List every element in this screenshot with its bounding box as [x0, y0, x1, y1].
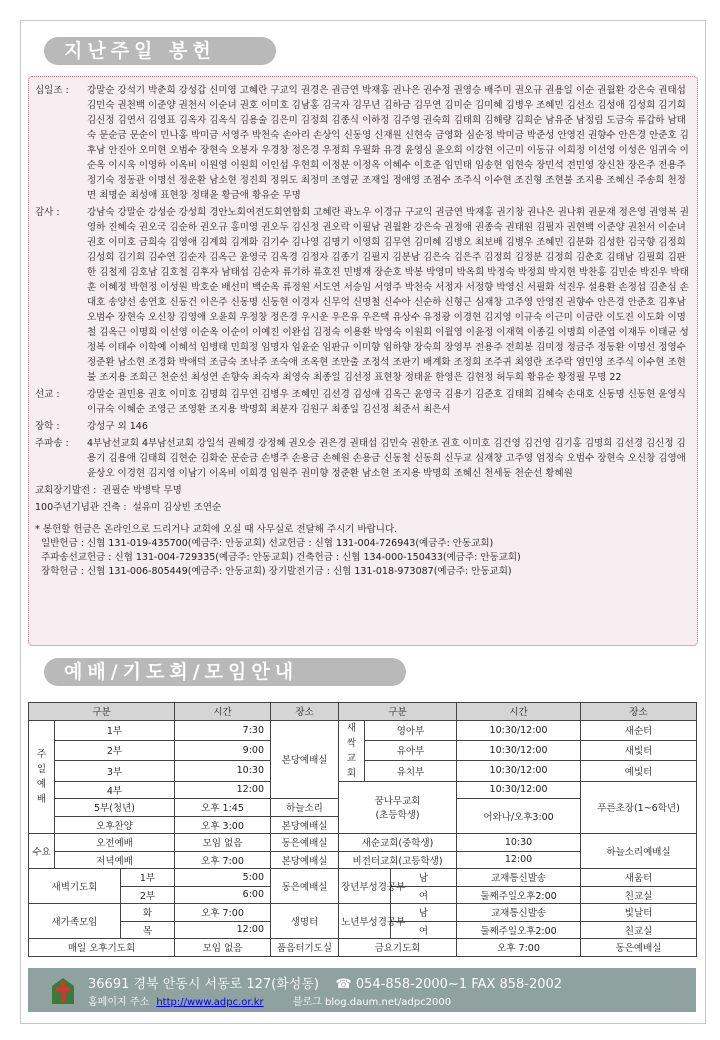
footer-contact-line — [88, 973, 562, 992]
offering-label: 100주년기념관 건축 : — [35, 502, 127, 513]
toddler-place: 새빛터 — [581, 740, 697, 760]
family-time-1: 오후 7:00 — [175, 904, 271, 922]
middle-name: 새순교회(중학생) — [339, 834, 457, 852]
dawn-time-1: 5:00 — [175, 869, 271, 887]
old-female: 여 — [391, 921, 457, 939]
schedule-section-title: 예배/기도회/모임안내 — [44, 658, 406, 686]
offering-entry — [35, 387, 691, 417]
kkum-time-1: 10:30/12:00 — [457, 781, 581, 799]
kkum-title: 꿈나무교회 — [374, 796, 421, 808]
offering-entry — [35, 483, 691, 498]
footer-web-line — [88, 993, 451, 1008]
blog-address: 블로그 blog.daum.net/adpc2000 — [292, 997, 452, 1008]
offering-entry — [35, 500, 691, 515]
wed-am-name: 오전예배 — [55, 834, 175, 852]
sunday-label — [29, 720, 55, 834]
young-male-place: 새움터 — [581, 869, 697, 887]
footer-address: 36691 경북 안동시 서동로 127(화성동) — [88, 977, 319, 992]
offering-label: 주파송 : — [35, 438, 69, 449]
high-time: 12:00 — [457, 851, 581, 869]
offering-label: 교회장기발전 : — [35, 485, 97, 496]
family-day-1: 화 — [121, 904, 175, 922]
dawn-part-2: 2부 — [121, 886, 175, 904]
offering-entry — [35, 436, 691, 481]
kinder-name: 유치부 — [365, 761, 457, 781]
infant-place: 새순터 — [581, 720, 697, 740]
header-category-left: 구분 — [29, 703, 175, 721]
service-4-name: 4부 — [55, 781, 175, 799]
kinder-time: 10:30/12:00 — [457, 761, 581, 781]
offering-note-line: 일반헌금 : 신협 131-019-435700(예금주: 안동교회) 선교헌금 : 신협 131-004-726943(예금주: 안동교회) — [35, 538, 494, 549]
wednesday-label: 수요 — [29, 834, 55, 869]
wed-pm-place: 본당예배실 — [271, 851, 339, 869]
saessak-label — [339, 720, 365, 781]
header-time-left: 시간 — [175, 703, 271, 721]
service-1-name: 1부 — [55, 720, 175, 740]
homepage-link[interactable]: http://www.adpc.or.kr — [156, 997, 264, 1008]
toddler-name: 유아부 — [365, 740, 457, 760]
praise-place: 본당예배실 — [271, 816, 339, 834]
family-place: 생명터 — [271, 904, 339, 939]
old-male-time: 교재통신발송 — [457, 904, 581, 922]
wed-am-time: 모임 없음 — [175, 834, 271, 852]
old-male-place: 빛날터 — [581, 904, 697, 922]
wed-am-place: 동은예배실 — [271, 834, 339, 852]
kkum-time-2: 어와나/오후3:00 — [457, 799, 581, 834]
offerings-box — [28, 76, 698, 646]
offering-names: 강남숙 강말순 강성순 강성희 경안노회여전도회연합회 고혜란 곽노우 이경규 구교익 권금연 박재홍 권기창 권나은 권나휘 권문재 정은영 권영복 권영하 진혜숙 권오국 김순하 권오규 홍미영 권오두 김신정 권오락 이필남 권월환 강은숙 권정애 권종숙 권태원 김필자 권현백 이준양 권천서 이순녀 권호 이미호 금희숙 김영애 김계희 김계화 김기수 김나영 김명기 이영희 김무연 김미혜 김병오 최보배 김병우 조혜민 김분화 김성한 김국향 김정희 김성희 김기희 김수연 김순자 김옥근 윤영국 김옥경 김정자 김종기 김필지 김분남 김은숙 김은주 김정희 김정분 김정희 김춘호 김태남 김필희 김판한 김철제 김호남 김호철 김후자 남태섭 김순자 류기하 류호진 민병재 장순호 박봉 박영미 박옥희 박정숙 박정희 박지현 박찬홍 김민순 박진우 박태훈 이혜정 박현정 이성원 박호순 배선미 백순옥 류정원 서도연 서승임 서영주 박천숙 서정자 서정향 박영신 서필화 석진우 설용환 손정섭 김춘심 손대호 송양선 송연호 신동건 이은주 신동명 신동현 이경자 신무억 신명철 신수아 신순하 신형근 심재창 고주영 안영진 권향수 안은경 안준호 김후남 오범수 장현숙 오신창 김영애 오윤희 우정창 정은경 우시운 우은유 우은택 유상수 유정광 이경현 김지영 이규숙 이근미 이금란 이도진 이도화 이명철 김옥근 이명희 이선영 이순옥 이순이 이예진 이완섭 김정숙 이용환 박영숙 이원희 이월영 이윤정 이재혁 이종길 이명희 이준엽 이재두 이태균 성정복 이태수 이학예 이혜석 임병태 민희정 임명자 임윤순 임판규 이미향 임하향 장숙희 장영부 전용주 전희봉 김미정 정금주 정동환 이명선 정영수 정준환 남소현 조경화 박애덕 조금숙 조낙주 조숙애 조옥현 조만출 조정석 조판기 배계화 조정희 조주귀 최영란 조주락 염민영 조주식 이수현 조현불 조지용 조희근 천순선 최성연 손향숙 최숙자 최영숙 최종일 김선정 표현창 정태윤 한영은 김현정 허두희 황유순 황정필 무명 22 — [87, 207, 689, 383]
service-4-time: 12:00 — [175, 781, 271, 799]
offering-note-line: * 봉헌할 헌금은 온라인으로 드리거나 교회에 오실 때 사무실로 전달해 주시기 바랍니다. — [35, 524, 398, 535]
kkum-name — [339, 781, 457, 834]
kinder-place: 예빛터 — [581, 761, 697, 781]
sunday-label-text: 주 일 예 배 — [36, 748, 47, 805]
infant-time: 10:30/12:00 — [457, 720, 581, 740]
offering-names: 설유미 김상빈 조연순 — [132, 502, 222, 513]
young-female: 여 — [391, 886, 457, 904]
young-female-time: 둘째주일오후2:00 — [457, 886, 581, 904]
dawn-time-2: 6:00 — [175, 886, 271, 904]
offering-entry — [35, 419, 691, 434]
young-male-time: 교재통신발송 — [457, 869, 581, 887]
dawn-place: 동은예배실 — [271, 869, 339, 904]
friday-prayer-name: 금요기도회 — [339, 939, 457, 957]
monthly-prayer-place: 품음터기도실 — [271, 939, 339, 957]
offering-names: 4부남선교회 4부남선교회 강일석 권혜경 강정혜 권오승 권은경 권태섭 김민숙 권한조 권호 이미호 김건영 김건영 김기홍 김명희 김선경 김신정 김용기 김용애 김태희 김현순 김화순 문순금 손병주 손용금 손혜원 손용금 신동철 신동희 신두교 심재창 고주영 엄정숙 오범수 장현숙 오신창 김영애 윤상오 이경현 김지영 이남기 이옥비 이희경 임원주 권미향 정준환 남소현 조지용 박명희 조혜신 천세동 천순선 황혜원 — [87, 438, 686, 479]
offerings-section-title: 지난주일 봉헌 — [44, 37, 276, 65]
offering-names: 강말순 권민용 권호 이미호 김명희 김무연 김병우 조혜민 김선경 김성애 김옥근 윤영국 김용기 김준호 김태희 김혜숙 손대호 신동명 신동현 윤영식 이규숙 이혜순 조영근 조영환 조지용 박명희 최분자 김원구 최종일 김선정 최준서 최은서 — [87, 389, 686, 415]
old-female-place: 친교실 — [581, 921, 697, 939]
young-female-place: 친교실 — [581, 886, 697, 904]
footer — [28, 968, 696, 1012]
friday-prayer-place: 동은예배실 — [581, 939, 697, 957]
offering-entry — [35, 83, 691, 203]
offering-label: 십일조 : — [35, 85, 69, 96]
service-3-time: 10:30 — [175, 761, 271, 781]
praise-time: 오후 3:00 — [175, 816, 271, 834]
middle-high-place: 하늘소리예배실 — [581, 834, 697, 869]
offering-label: 장학 : — [35, 421, 60, 432]
header-place-right: 장소 — [581, 703, 697, 721]
family-day-2: 목 — [121, 921, 175, 939]
offering-note-line: 주파송선교헌금 : 신협 131-004-729335(예금주: 안동교회) 건축헌금 : 신협 134-000-150433(예금주: 안동교회) — [35, 552, 521, 563]
header-place-left: 장소 — [271, 703, 339, 721]
service-1-time: 7:30 — [175, 720, 271, 740]
old-male: 남 — [391, 904, 457, 922]
service-5-time: 오후 1:45 — [175, 799, 271, 817]
offering-note-line: 장학헌금 : 신협 131-006-805449(예금주: 안동교회) 장기발전기금 : 신협 131-018-973087(예금주: 안동교회) — [35, 566, 512, 577]
family-label: 새가족모임 — [29, 904, 121, 939]
dawn-label: 새벽기도회 — [29, 869, 121, 904]
offering-names: 강말순 강석기 박춘희 강성갑 신미영 고혜란 구교익 권경은 권금연 박재홍 권나은 권수정 권영승 배주미 권오규 권용일 이순 권월환 강은숙 권태섭 김민숙 권천백 이준양 권천서 이순녀 권호 이미호 김남홍 김국자 김무년 김하금 김무연 김미순 김미혜 김병우 조혜민 김선소 김성애 김성희 김기희 김신정 김연서 김영표 김옥자 김옥식 김용술 김은미 김정희 김종식 이하정 김주영 권숙희 김태희 김해량 김희순 남유준 남정림 도금숙 류갑하 남태숙 문순금 문순이 민나홍 박미금 서영주 박천숙 손아리 손상익 신동영 신재원 신현숙 금영화 심순정 박미금 박준성 안영진 권향수 안은경 안준호 김후남 안진아 오미현 오범수 장현숙 오봉자 우경창 정은경 우정희 우필화 유경 윤영심 윤오희 이강현 이근미 이동규 이희정 이선영 이성은 임귀숙 이순옥 이시욱 이영하 이옥비 이원영 이원희 이인섭 우현희 이정분 이정옥 이혜수 이호준 임민태 임송현 임현숙 장민석 전민영 장신찬 장은주 전용주 정기숙 정동관 이명선 정운환 남소현 정진희 정위도 최정미 조영균 조재일 정애영 조점수 조주식 이수현 조진형 조현불 조지용 조혜신 주송희 천정면 최명순 최성애 표현창 정태윤 황금애 황유순 무명 — [87, 85, 689, 201]
kkum-place: 푸른초장(1~6학년) — [581, 781, 697, 834]
service-2-time: 9:00 — [175, 740, 271, 760]
offering-entry — [35, 205, 691, 385]
old-study-name: 노년부성경공부 — [339, 904, 391, 939]
toddler-time: 10:30/12:00 — [457, 740, 581, 760]
infant-name: 영아부 — [365, 720, 457, 740]
kkum-subtitle: (초등학생) — [375, 810, 420, 822]
main-sanctuary-place: 본당예배실 — [271, 720, 339, 799]
praise-name: 오후찬양 — [55, 816, 175, 834]
friday-prayer-time: 오후 7:00 — [457, 939, 581, 957]
schedule-table — [28, 702, 697, 957]
high-name: 비전터교회(고등학생) — [339, 851, 457, 869]
header-category-right: 구분 — [339, 703, 457, 721]
young-study-name: 장년부성경공부 — [339, 869, 391, 904]
young-male: 남 — [391, 869, 457, 887]
wed-pm-name: 저녁예배 — [55, 851, 175, 869]
offering-names: 강성구 외 146 — [87, 421, 148, 432]
offerings-list — [35, 83, 691, 579]
monthly-prayer-name: 매일 오후기도회 — [29, 939, 175, 957]
dawn-part-1: 1부 — [121, 869, 175, 887]
offering-notes — [35, 523, 691, 579]
wed-pm-time: 오후 7:00 — [175, 851, 271, 869]
homepage-label: 홈페이지 주소 — [88, 997, 150, 1008]
header-time-right: 시간 — [457, 703, 581, 721]
service-5-name: 5부(청년) — [55, 799, 175, 817]
old-female-time: 둘째주일오후2:00 — [457, 921, 581, 939]
saessak-label-text: 새 싹 교 회 — [346, 722, 357, 779]
middle-time: 10:30 — [457, 834, 581, 852]
service-5-place: 하늘소리 — [271, 799, 339, 817]
family-time-2: 12:00 — [175, 921, 271, 939]
offering-names: 권필순 박병탁 무명 — [102, 485, 182, 496]
service-2-name: 2부 — [55, 740, 175, 760]
schedule-header-row — [29, 703, 697, 721]
monthly-prayer-time: 모임 없음 — [175, 939, 271, 957]
service-3-name: 3부 — [55, 761, 175, 781]
church-cross-logo-icon — [50, 976, 76, 1006]
footer-phone: ☎ 054-858-2000~1 FAX 858-2002 — [335, 977, 563, 992]
offering-label: 감사 : — [35, 207, 60, 218]
offering-label: 선교 : — [35, 389, 60, 400]
